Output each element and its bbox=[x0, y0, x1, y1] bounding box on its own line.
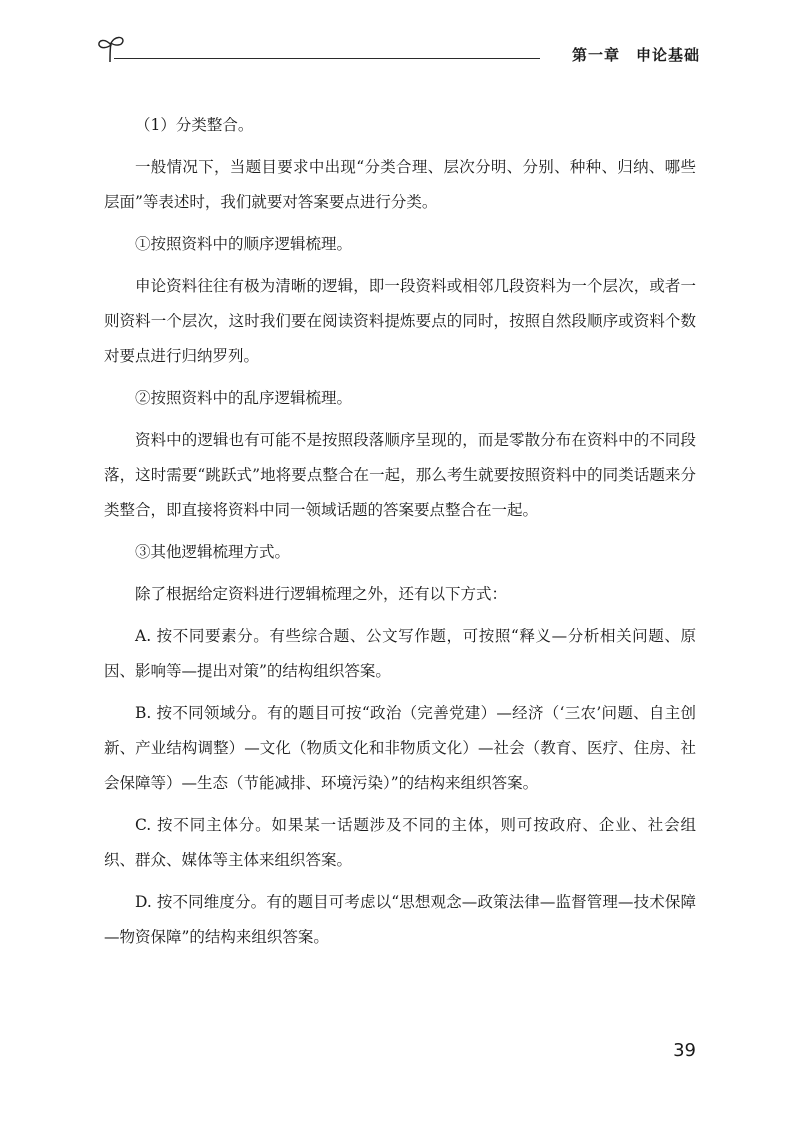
running-header bbox=[96, 34, 700, 70]
paragraph-heading-1: （1）分类整合。 bbox=[135, 116, 254, 134]
list-item-d: D. 按不同维度分。有的题目可考虑以“思想观念—政策法律—监督管理—技术保障—物资保障”的结构来组织答案。 bbox=[104, 893, 696, 946]
list-item-b: B. 按不同领域分。有的题目可按“政治（完善党建）—经济（‘三农’问题、自主创新、产业结构调整）—文化（物质文化和非物质文化）—社会（教育、医疗、住房、社会保障等）—生态（节能减排、环境污染）”的结构来组织答案。 bbox=[104, 704, 696, 792]
chapter-heading bbox=[572, 44, 700, 65]
paragraph-subheading: ①按照资料中的顺序逻辑梳理。 bbox=[135, 235, 353, 253]
paragraph: 一般情况下，当题目要求中出现“分类合理、层次分明、分别、种种、归纳、哪些层面”等表述时，我们就要对答案要点进行分类。 bbox=[104, 158, 696, 211]
list-item-a: A. 按不同要素分。有些综合题、公文写作题，可按照“释义—分析相关问题、原因、影响等—提出对策”的结构组织答案。 bbox=[104, 627, 696, 680]
body-text bbox=[104, 108, 696, 962]
paragraph: 资料中的逻辑也有可能不是按照段落顺序呈现的，而是零散分布在资料中的不同段落，这时需要“跳跃式”地将要点整合在一起，那么考生就要按照资料中的同类话题来分类整合，即直接将资料中同一领域话题的答案要点整合在一起。 bbox=[104, 431, 696, 519]
chapter-number: 第一章 bbox=[571, 46, 620, 64]
paragraph: 除了根据给定资料进行逻辑梳理之外，还有以下方式： bbox=[135, 585, 508, 603]
paragraph: 申论资料往往有极为清晰的逻辑，即一段资料或相邻几段资料为一个层次，或者一则资料一个层次，这时我们要在阅读资料提炼要点的同时，按照自然段顺序或资料个数对要点进行归纳罗列。 bbox=[104, 277, 696, 365]
sprout-icon bbox=[96, 34, 130, 64]
page-number: 39 bbox=[673, 1040, 696, 1061]
paragraph-subheading: ②按照资料中的乱序逻辑梳理。 bbox=[135, 389, 353, 407]
list-item-c: C. 按不同主体分。如果某一话题涉及不同的主体，则可按政府、企业、社会组织、群众、媒体等主体来组织答案。 bbox=[104, 816, 696, 869]
header-rule bbox=[114, 58, 540, 59]
chapter-title: 申论基础 bbox=[635, 46, 700, 64]
paragraph-subheading: ③其他逻辑梳理方式。 bbox=[135, 543, 291, 561]
